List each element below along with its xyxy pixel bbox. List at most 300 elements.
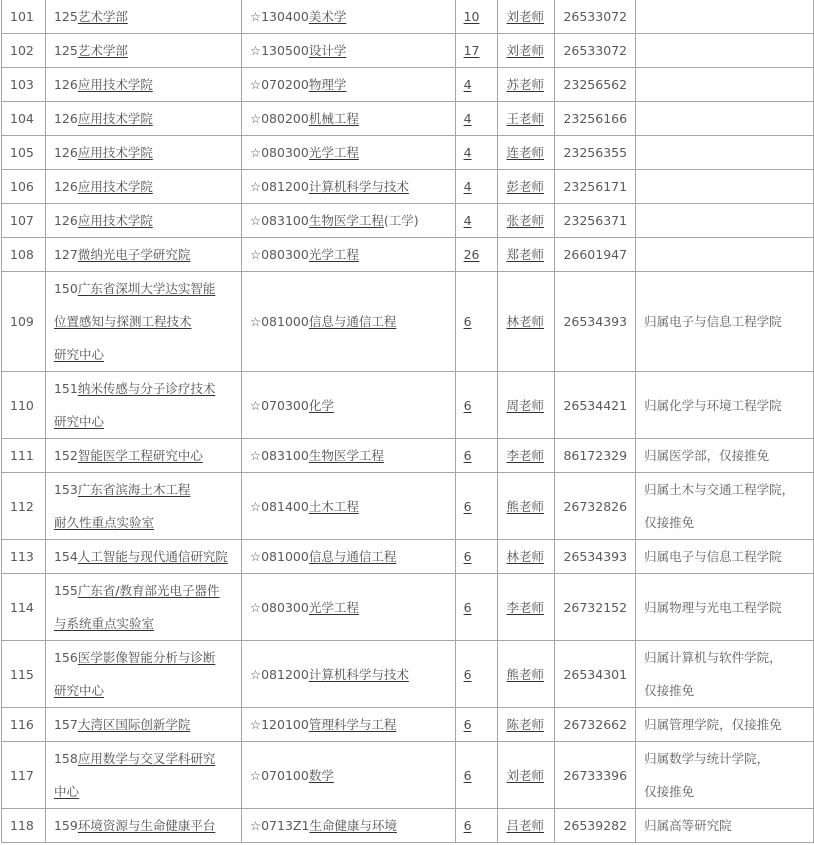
table-row (2, 238, 814, 272)
quota-link[interactable]: 4 (463, 111, 472, 126)
contact-link[interactable]: 连老师 (506, 145, 544, 160)
contact-link[interactable]: 彭老师 (506, 179, 544, 194)
contact-cell (498, 170, 555, 204)
contact-link[interactable]: 林老师 (506, 314, 544, 329)
unit-link[interactable]: 艺术学部 (77, 9, 128, 24)
phone-cell (555, 742, 636, 809)
table-row (2, 170, 814, 204)
contact-cell (498, 574, 555, 641)
phone-cell (555, 809, 636, 843)
phone-cell (555, 68, 636, 102)
unit-link[interactable]: 研究中心 (53, 683, 104, 698)
contact-link[interactable]: 刘老师 (506, 43, 544, 58)
admissions-table-container (1, 0, 814, 843)
note-content (644, 809, 805, 842)
unit-content (54, 708, 233, 741)
row-number: 102 (10, 43, 34, 58)
unit-link[interactable]: 应用数学与交叉学科研究 (77, 751, 216, 766)
row-number: 105 (10, 145, 34, 160)
major-prefix: ☆080300 (249, 247, 309, 262)
major-cell (241, 574, 455, 641)
quota-cell (455, 540, 498, 574)
contact-link[interactable]: 周老师 (506, 397, 544, 413)
row-number-cell (2, 809, 46, 843)
quota-link[interactable]: 4 (463, 145, 472, 160)
unit-code: 156 (53, 650, 78, 665)
unit-code: 126 (53, 145, 78, 160)
major-prefix: ☆083100 (249, 213, 309, 228)
contact-cell (498, 136, 555, 170)
phone-number: 86172329 (563, 448, 628, 463)
note-cell (636, 136, 814, 170)
unit-content (54, 102, 233, 135)
contact-cell (498, 102, 555, 136)
note-line: 归属化学与环境工程学院 (644, 397, 782, 413)
unit-content (54, 68, 233, 101)
table-row (2, 708, 814, 742)
major-cell (241, 0, 455, 34)
unit-cell (45, 204, 241, 238)
unit-content (54, 742, 233, 808)
phone-cell (555, 473, 636, 540)
unit-code: 151 (53, 381, 78, 396)
note-cell (636, 204, 814, 238)
phone-cell (555, 372, 636, 439)
table-row (2, 540, 814, 574)
unit-code: 126 (53, 213, 78, 228)
note-line: 归属土木与交通工程学院， (644, 482, 795, 497)
unit-cell (45, 473, 241, 540)
row-number-cell (2, 170, 46, 204)
unit-link[interactable]: 广东省深圳大学达实智能 (77, 281, 216, 296)
unit-cell (45, 708, 241, 742)
unit-line (54, 439, 233, 472)
row-number-cell (2, 102, 46, 136)
unit-link[interactable]: 人工智能与现代通信研究院 (77, 549, 228, 564)
unit-link[interactable]: 医学影像智能分析与诊断 (77, 650, 216, 665)
major-link[interactable]: 光学工程 (308, 247, 359, 262)
table-row (2, 574, 814, 641)
unit-link[interactable]: 纳米传感与分子诊疗技术 (77, 381, 216, 396)
row-number-cell (2, 272, 46, 372)
contact-cell (498, 708, 555, 742)
quota-link[interactable]: 6 (463, 314, 472, 329)
unit-content (54, 574, 233, 640)
major-suffix: (工学) (383, 213, 419, 228)
unit-cell (45, 68, 241, 102)
unit-code: 158 (53, 751, 78, 766)
note-cell (636, 439, 814, 473)
contact-cell (498, 742, 555, 809)
quota-cell (455, 574, 498, 641)
major-prefix: ☆081200 (249, 179, 309, 194)
unit-line (54, 372, 233, 405)
table-row (2, 742, 814, 809)
unit-cell (45, 372, 241, 439)
row-number: 109 (10, 314, 34, 329)
note-cell (636, 809, 814, 843)
quota-link[interactable]: 4 (463, 213, 472, 228)
contact-link[interactable]: 吕老师 (506, 818, 544, 833)
phone-cell (555, 0, 636, 34)
contact-cell (498, 238, 555, 272)
unit-line (54, 742, 233, 775)
major-cell (241, 238, 455, 272)
unit-line (54, 540, 233, 573)
quota-cell (455, 372, 498, 439)
unit-content (54, 204, 233, 237)
major-cell (241, 204, 455, 238)
unit-line (54, 506, 233, 539)
contact-link[interactable]: 熊老师 (506, 498, 544, 514)
unit-line (54, 305, 233, 338)
note-content (644, 540, 805, 573)
major-prefix: ☆081200 (249, 666, 309, 682)
contact-link[interactable]: 李老师 (506, 448, 544, 463)
table-row (2, 439, 814, 473)
quota-link[interactable]: 6 (463, 818, 472, 833)
contact-cell (498, 0, 555, 34)
quota-link[interactable]: 17 (463, 43, 480, 58)
major-cell (241, 641, 455, 708)
unit-cell (45, 0, 241, 34)
phone-cell (555, 708, 636, 742)
unit-link[interactable]: 位置感知与探测工程技术 (53, 314, 192, 329)
table-row (2, 272, 814, 372)
row-number: 112 (10, 498, 34, 514)
phone-number: 26534301 (563, 666, 628, 682)
major-cell (241, 540, 455, 574)
contact-link[interactable]: 林老师 (506, 549, 544, 564)
phone-number: 26533072 (563, 9, 628, 24)
phone-number: 26534393 (563, 314, 628, 329)
phone-cell (555, 34, 636, 68)
unit-link[interactable]: 艺术学部 (77, 43, 128, 58)
quota-link[interactable]: 6 (463, 397, 472, 413)
quota-cell (455, 34, 498, 68)
unit-link[interactable]: 研究中心 (53, 414, 104, 429)
quota-cell (455, 102, 498, 136)
unit-code: 157 (53, 717, 78, 732)
unit-link[interactable]: 应用技术学院 (77, 111, 153, 126)
quota-cell (455, 742, 498, 809)
unit-content (54, 372, 233, 438)
note-cell (636, 0, 814, 34)
note-cell (636, 170, 814, 204)
quota-link[interactable]: 6 (463, 666, 472, 682)
unit-link[interactable]: 大湾区国际创新学院 (77, 717, 191, 732)
contact-cell (498, 272, 555, 372)
quota-link[interactable]: 6 (463, 767, 472, 783)
major-link[interactable]: 管理科学与工程 (308, 717, 397, 732)
phone-cell (555, 136, 636, 170)
major-prefix: ☆081000 (249, 549, 309, 564)
row-number: 116 (10, 717, 34, 732)
row-number: 110 (10, 397, 34, 413)
phone-number: 26534421 (563, 397, 628, 413)
phone-number: 26601947 (563, 247, 628, 262)
unit-link[interactable]: 应用技术学院 (77, 77, 153, 92)
unit-link[interactable]: 研究中心 (53, 347, 104, 362)
note-content (644, 742, 805, 808)
phone-cell (555, 102, 636, 136)
unit-line (54, 34, 233, 67)
phone-cell (555, 540, 636, 574)
table-row (2, 372, 814, 439)
major-prefix: ☆130500 (249, 43, 309, 58)
row-number-cell (2, 136, 46, 170)
unit-content (54, 473, 233, 539)
quota-link[interactable]: 6 (463, 448, 472, 463)
row-number: 113 (10, 549, 34, 564)
unit-link[interactable]: 应用技术学院 (77, 213, 153, 228)
contact-cell (498, 372, 555, 439)
unit-content (54, 540, 233, 573)
unit-content (54, 439, 233, 472)
quota-link[interactable]: 10 (463, 9, 480, 24)
contact-link[interactable]: 陈老师 (506, 717, 544, 732)
contact-cell (498, 473, 555, 540)
note-line: 归属数学与统计学院， (644, 751, 770, 766)
table-row (2, 641, 814, 708)
quota-cell (455, 473, 498, 540)
phone-cell (555, 204, 636, 238)
unit-line (54, 272, 233, 305)
contact-link[interactable]: 熊老师 (506, 666, 544, 682)
contact-link[interactable]: 王老师 (506, 111, 544, 126)
row-number: 117 (10, 767, 34, 783)
unit-code: 125 (53, 9, 78, 24)
major-cell (241, 170, 455, 204)
unit-line (54, 204, 233, 237)
phone-cell (555, 170, 636, 204)
unit-line (54, 102, 233, 135)
unit-link[interactable]: 环境资源与生命健康平台 (77, 818, 216, 833)
major-prefix: ☆070100 (249, 767, 309, 783)
unit-cell (45, 34, 241, 68)
contact-link[interactable]: 刘老师 (506, 9, 544, 24)
major-cell (241, 372, 455, 439)
row-number-cell (2, 68, 46, 102)
quota-cell (455, 439, 498, 473)
phone-number: 26539282 (563, 818, 628, 833)
major-link[interactable]: 机械工程 (308, 111, 359, 126)
unit-code: 125 (53, 43, 78, 58)
table-row (2, 0, 814, 34)
unit-link[interactable]: 应用技术学院 (77, 179, 153, 194)
note-line: 仅接推免 (644, 683, 695, 698)
unit-cell (45, 540, 241, 574)
unit-line (54, 574, 233, 607)
unit-link[interactable]: 智能医学工程研究中心 (77, 448, 203, 463)
row-number-cell (2, 238, 46, 272)
row-number: 115 (10, 666, 34, 682)
unit-line (54, 405, 233, 438)
row-number: 111 (10, 448, 34, 463)
contact-link[interactable]: 刘老师 (506, 767, 544, 783)
major-link[interactable]: 计算机科学与技术 (308, 666, 409, 682)
phone-number: 26534393 (563, 549, 628, 564)
note-cell (636, 34, 814, 68)
row-number-cell (2, 372, 46, 439)
unit-code: 152 (53, 448, 78, 463)
unit-line (54, 641, 233, 674)
major-link[interactable]: 设计学 (308, 43, 347, 58)
unit-cell (45, 742, 241, 809)
unit-code: 154 (53, 549, 78, 564)
contact-cell (498, 68, 555, 102)
unit-content (54, 809, 233, 842)
major-link[interactable]: 生物医学工程 (308, 213, 384, 228)
unit-line (54, 607, 233, 640)
quota-cell (455, 170, 498, 204)
major-link[interactable]: 信息与通信工程 (308, 549, 397, 564)
phone-number: 26732662 (563, 717, 628, 732)
phone-number: 26733396 (563, 767, 628, 783)
unit-code: 126 (53, 77, 78, 92)
major-link[interactable]: 信息与通信工程 (308, 314, 397, 329)
quota-link[interactable]: 4 (463, 179, 472, 194)
contact-cell (498, 34, 555, 68)
major-link[interactable]: 光学工程 (308, 599, 359, 615)
table-row (2, 809, 814, 843)
note-line: 归属管理学院，仅接推免 (644, 717, 782, 732)
unit-cell (45, 170, 241, 204)
unit-link[interactable]: 中心 (53, 784, 79, 799)
major-prefix: ☆120100 (249, 717, 309, 732)
quota-link[interactable]: 6 (463, 549, 472, 564)
major-prefix: ☆080300 (249, 145, 309, 160)
unit-line (54, 68, 233, 101)
row-number: 104 (10, 111, 34, 126)
unit-code: 159 (53, 818, 78, 833)
note-line: 归属电子与信息工程学院 (644, 549, 782, 564)
quota-cell (455, 272, 498, 372)
row-number-cell (2, 204, 46, 238)
major-prefix: ☆080200 (249, 111, 309, 126)
contact-link[interactable]: 李老师 (506, 599, 544, 615)
note-content (644, 389, 805, 422)
row-number-cell (2, 641, 46, 708)
major-prefix: ☆070300 (249, 397, 309, 413)
note-cell (636, 272, 814, 372)
quota-link[interactable]: 6 (463, 717, 472, 732)
unit-link[interactable]: 广东省/教育部光电子器件 (77, 583, 220, 598)
contact-link[interactable]: 张老师 (506, 213, 544, 228)
note-line: 仅接推免 (644, 784, 695, 799)
phone-cell (555, 574, 636, 641)
phone-number: 26732152 (563, 599, 628, 615)
note-line: 仅接推免 (644, 515, 695, 530)
row-number: 106 (10, 179, 34, 194)
table-row (2, 473, 814, 540)
quota-link[interactable]: 6 (463, 599, 472, 615)
note-cell (636, 641, 814, 708)
note-cell (636, 102, 814, 136)
row-number: 107 (10, 213, 34, 228)
quota-link[interactable]: 4 (463, 77, 472, 92)
major-link[interactable]: 计算机科学与技术 (308, 179, 409, 194)
unit-line (54, 136, 233, 169)
admissions-table (1, 0, 814, 843)
table-row (2, 204, 814, 238)
row-number-cell (2, 574, 46, 641)
major-prefix: ☆081000 (249, 314, 309, 329)
row-number-cell (2, 708, 46, 742)
phone-number: 23256371 (563, 213, 628, 228)
quota-link[interactable]: 26 (463, 247, 480, 262)
phone-cell (555, 641, 636, 708)
unit-cell (45, 439, 241, 473)
major-prefix: ☆083100 (249, 448, 309, 463)
major-cell (241, 742, 455, 809)
row-number-cell (2, 34, 46, 68)
table-body (2, 0, 814, 843)
major-link[interactable]: 化学 (308, 397, 334, 413)
quota-cell (455, 0, 498, 34)
phone-cell (555, 439, 636, 473)
major-cell (241, 68, 455, 102)
phone-number: 26732826 (563, 498, 628, 514)
note-content (644, 591, 805, 624)
contact-link[interactable]: 郑老师 (506, 247, 544, 262)
major-link[interactable]: 物理学 (308, 77, 347, 92)
quota-cell (455, 708, 498, 742)
note-line: 归属计算机与软件学院， (644, 650, 782, 665)
note-line: 归属电子与信息工程学院 (644, 314, 782, 329)
quota-cell (455, 641, 498, 708)
major-link[interactable]: 光学工程 (308, 145, 359, 160)
major-cell (241, 102, 455, 136)
quota-link[interactable]: 6 (463, 498, 472, 514)
note-content (644, 473, 805, 539)
row-number-cell (2, 0, 46, 34)
quota-cell (455, 136, 498, 170)
major-link[interactable]: 生物医学工程 (308, 448, 384, 463)
unit-link[interactable]: 应用技术学院 (77, 145, 153, 160)
unit-link[interactable]: 微纳光电子学研究院 (77, 247, 191, 262)
unit-content (54, 641, 233, 707)
unit-cell (45, 641, 241, 708)
unit-code: 155 (53, 583, 78, 598)
note-cell (636, 473, 814, 540)
unit-link[interactable]: 与系统重点实验室 (53, 616, 154, 631)
row-number: 103 (10, 77, 34, 92)
row-number-cell (2, 439, 46, 473)
unit-code: 153 (53, 482, 78, 497)
major-link[interactable]: 生命健康与环境 (309, 818, 397, 833)
row-number-cell (2, 473, 46, 540)
phone-number: 23256562 (563, 77, 628, 92)
unit-link[interactable]: 耐久性重点实验室 (53, 515, 154, 530)
contact-cell (498, 204, 555, 238)
contact-link[interactable]: 苏老师 (506, 77, 544, 92)
unit-code: 126 (53, 111, 78, 126)
major-link[interactable]: 美术学 (308, 9, 347, 24)
major-prefix: ☆081400 (249, 498, 309, 514)
unit-link[interactable]: 广东省滨海土木工程 (77, 482, 191, 497)
phone-number: 23256166 (563, 111, 628, 126)
unit-line (54, 775, 233, 808)
contact-cell (498, 641, 555, 708)
unit-cell (45, 272, 241, 372)
unit-cell (45, 574, 241, 641)
major-link[interactable]: 数学 (308, 767, 334, 783)
table-row (2, 136, 814, 170)
unit-line (54, 238, 233, 271)
major-link[interactable]: 土木工程 (308, 498, 359, 514)
row-number: 118 (10, 818, 34, 833)
